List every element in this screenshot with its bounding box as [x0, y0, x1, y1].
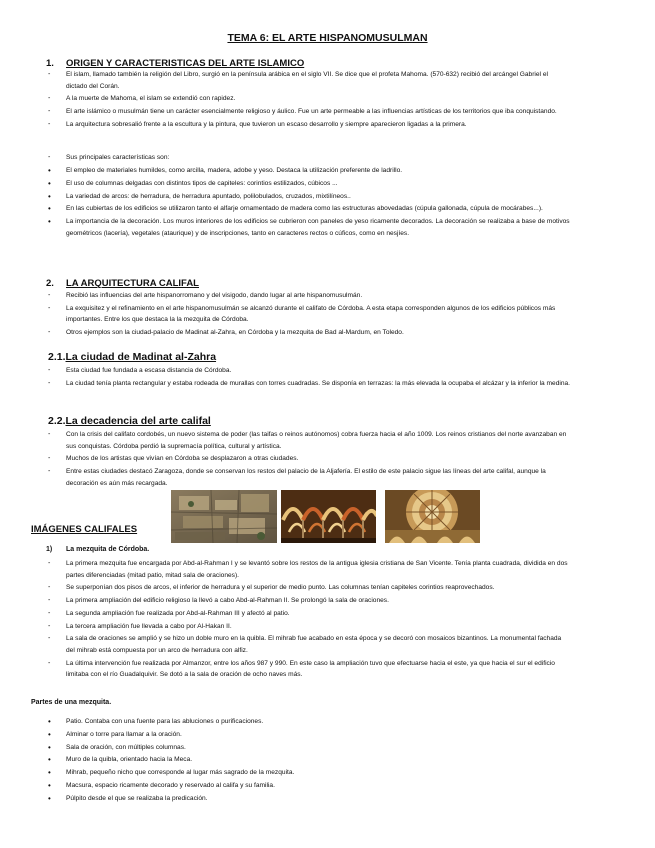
list-item: - Entre estas ciudades destacó Zaragoza, donde se conservan los restos del palacio de la Aljafería. El estilo de este palacio sigue las líneas del arte califal, aunque la decoración es aún más recargada. [48, 468, 546, 487]
list-item: - Con la crisis del califato cordobés, un nuevo sistema de poder (las taifas o reinos autónomos) cobra fuerza hacia el año 1009. Los reinos cristianos del norte avanzaban en sus conquistas. Córdoba perdió la supremacía política, cultural y artística. [48, 431, 567, 450]
section-2-2-heading: 2.2.La decadencia del arte califal [48, 415, 211, 427]
section-2-2-list [0, 429, 571, 490]
list-item: • El uso de columnas delgadas con distintos tipos de capiteles: corintios estilizados, cúbicos ... [48, 178, 338, 188]
list-item: - La exquisitez y el refinamiento en el arte hispanomusulmán se alcanzó durante el califato de Córdoba. A esta etapa corresponden algunos de los edificios públicos más importantes. Entre los que destaca la la mezquita de Córdoba. [48, 304, 556, 324]
list-item: - Recibió las influencias del arte hispanorromano y del visigodo, dando lugar al arte hispanomusulmán. [48, 292, 363, 299]
list-item: - Muchos de los artistas que vivían en Córdoba se desplazaron a otras ciudades. [48, 455, 299, 463]
list-item: - Sus principales características son: [48, 154, 170, 161]
section-2-heading: 2. LA ARQUITECTURA CALIFAL [46, 278, 199, 289]
dome-photo [385, 490, 480, 543]
list-item: - Otros ejemplos son la ciudad-palacio de Madinat al-Zahra, en Córdoba y la mezquita de Bad al-Mardum, en Toledo. [48, 329, 404, 337]
mezquita-heading: 1) La mezquita de Córdoba. [46, 546, 150, 553]
features-intro [0, 152, 571, 165]
partes-heading: Partes de una mezquita. [31, 699, 112, 706]
list-item: • Alminar o torre para llamar a la oración. [48, 729, 182, 739]
list-item: - Esta ciudad fue fundada a escasa distancia de Córdoba. [48, 367, 232, 374]
list-item: • Macsura, espacio ricamente decorado y reservado al califa y su familia. [48, 780, 275, 790]
list-item: - A la muerte de Mahoma, el islam se extendió con rapidez. [48, 95, 236, 103]
list-item: - La última intervención fue realizada por Almanzor, entre los años 987 y 990. En este caso la ampliación tuvo que efectuarse hacia el este, ya que hacia el sur el edificio limitaba con el río Guadalquivir. Se dotó a la sala de oración de ocho naves más. [48, 659, 555, 679]
list-item: - El arte islámico o musulmán tiene un carácter esencialmente religioso y áulico. Fue un arte permeable a las influencias artísticas de los territorios que iba conquistando. [48, 108, 557, 116]
arches-hall-photo [281, 490, 376, 543]
section-2-1-list [0, 365, 571, 391]
list-item: • El empleo de materiales humildes, como arcilla, madera, adobe y yeso. Destaca la utilización preferente de ladrillo. [48, 166, 403, 175]
features-list [0, 165, 571, 240]
list-item: • La variedad de arcos: de herradura, de herradura apuntado, polilobulados, cruzados, mixtilíneos.. [48, 191, 351, 201]
list-item: - La primera ampliación del edificio religioso la llevó a cabo Abd-al-Rahman II. Se prolongó la sala de oraciones. [48, 597, 389, 605]
list-item: • La importancia de la decoración. Los muros interiores de los edificios se cubrieron con paneles de yeso ricamente decorados. La decoración se realizaba a base de motivos geométricos (lacería), vegetales (ataurique) y de inscripciones, tanto en caracteres rectos o cúficos, como en nesjíes. [48, 217, 570, 237]
list-item: - La ciudad tenía planta rectangular y estaba rodeada de murallas con torres cuadradas. Se disponía en terrazas: la más elevada la ocupaba el alcázar y la inferior la medina. [48, 379, 570, 387]
page-title: TEMA 6: EL ARTE HISPANOMUSULMAN [227, 32, 428, 44]
aerial-ruins-photo [171, 490, 277, 543]
section-2-list [0, 290, 571, 340]
list-item: - Se superponían dos pisos de arcos, el inferior de herradura y el superior de medio punto. Las columnas tenían capiteles corintios reaprovechados. [48, 584, 495, 592]
list-item: • Sala de oración, con múltiples columnas. [48, 742, 186, 752]
list-item: • En las cubiertas de los edificios se utilizaron tanto el alfarje ornamentado de madera como las estructuras abovedadas (cúpula gallonada, cúpula de mocárabes...). [48, 204, 543, 214]
section-1-heading: 1. ORIGEN Y CARACTERISTICAS DEL ARTE ISLAMICO [46, 58, 305, 69]
list-item: - La segunda ampliación fue realizada por Abd-al-Rahman III y afectó al patio. [48, 609, 290, 617]
list-item: • Mihrab, pequeño nicho que corresponde al lugar más sagrado de la mezquita. [48, 768, 295, 778]
images-heading: IMÁGENES CALIFALES [31, 524, 138, 535]
section-1-list [0, 69, 571, 132]
list-item: • Púlpito desde el que se realizaba la predicación. [48, 793, 208, 803]
list-item: - La sala de oraciones se amplió y se hizo un doble muro en la quibla. El mihrab fue acabado en esta época y se decoró con mosaicos bizantinos. La monumental fachada del mihrab está compuesta por un arco de herradura con alfiz. [48, 635, 562, 654]
mezquita-list [0, 558, 571, 682]
list-item: - La arquitectura sobresalió frente a la escultura y la pintura, que tuvieron un escaso desarrollo y siempre aparecieron ligadas a la primera. [48, 120, 467, 128]
list-item: • Patio. Contaba con una fuente para las abluciones o purificaciones. [48, 717, 264, 726]
section-2-1-heading: 2.1.La ciudad de Madinat al-Zahra [48, 351, 217, 363]
list-item: - La primera mezquita fue encargada por Abd-al-Rahman I y se levantó sobre los restos de la antigua iglesia cristiana de San Vicente. Tenía planta cuadrada, dividida en dos partes diferenciadas (mitad patio, mitad sala de oraciones). [48, 560, 568, 579]
list-item: - La tercera ampliación fue llevada a cabo por Al-Hakan II. [48, 622, 232, 630]
list-item: • Muro de la quibla, orientado hacia la Meca. [48, 755, 193, 765]
partes-list [0, 716, 571, 806]
list-item: - El islam, llamado también la religión del Libro, surgió en la península arábica en el siglo VII. Se dice que el profeta Mahoma. (570-632) recibió del arcángel Gabriel el dictado del Corán. [48, 71, 548, 90]
